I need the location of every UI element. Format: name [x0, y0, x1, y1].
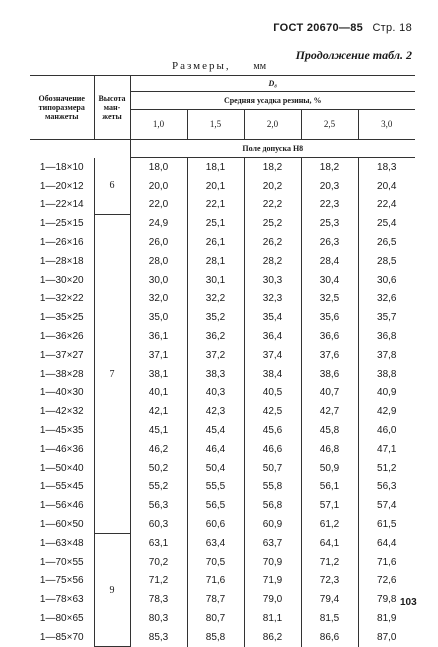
dd-value: 32,6: [377, 293, 397, 305]
table-row: [30, 252, 415, 271]
dd-value: 38,4: [244, 365, 301, 384]
col-shrink-header: Средняя усадка резины, %: [130, 92, 415, 110]
dd-value: 50,9: [301, 459, 358, 478]
dd-value: 26,5: [377, 237, 397, 249]
dd-value: 37,4: [244, 346, 301, 365]
dd-value: 28,2: [244, 252, 301, 271]
table-row: [30, 496, 415, 515]
table-row: [30, 478, 415, 497]
dd-value: 50,2: [130, 459, 187, 478]
dd-value: 35,4: [244, 308, 301, 327]
dd-value: 32,0: [130, 290, 187, 309]
dd-value: 28,4: [301, 252, 358, 271]
table-row: [30, 402, 415, 421]
dd-value: 38,1: [130, 365, 187, 384]
dd-value: 42,1: [130, 402, 187, 421]
dd-value: 79,0: [244, 590, 301, 609]
cuff-height: 9: [94, 534, 130, 647]
dd-value: 56,5: [187, 496, 244, 515]
dd-value: 57,4: [377, 500, 397, 512]
cuff-designation: 1—63×48: [30, 534, 94, 553]
dd-value: 70,2: [130, 553, 187, 572]
page-label: Стр. 18: [372, 22, 412, 34]
dd-value: 26,3: [301, 233, 358, 252]
table-caption: [0, 60, 438, 72]
dd-value: 42,7: [301, 402, 358, 421]
dd-value: 38,3: [187, 365, 244, 384]
dd-value: 60,3: [130, 515, 187, 534]
dd-value: 46,2: [130, 440, 187, 459]
dd-value: 46,4: [187, 440, 244, 459]
document-header: [273, 22, 412, 34]
dd-value: 36,8: [377, 331, 397, 343]
table-row: [30, 177, 415, 196]
cuff-designation: 1—30×20: [30, 271, 94, 290]
cuff-designation: 1—80×65: [30, 609, 94, 628]
dd-value: 42,9: [377, 406, 397, 418]
dimensions-table: [30, 75, 415, 647]
dd-value: 20,0: [130, 177, 187, 196]
col-designation-header: Обозначение типоразмера манжеты: [30, 76, 94, 140]
dd-value: 37,1: [130, 346, 187, 365]
col-dd-header: D₈: [130, 76, 415, 92]
dd-value: 81,1: [244, 609, 301, 628]
dd-value: 35,7: [377, 312, 397, 324]
dd-value: 40,3: [187, 384, 244, 403]
cuff-height: 6: [94, 158, 130, 215]
table-row: [30, 572, 415, 591]
dd-value: 32,3: [244, 290, 301, 309]
dd-value: 42,3: [187, 402, 244, 421]
dd-value: 56,3: [130, 496, 187, 515]
table-row: [30, 590, 415, 609]
dd-value: 79,8: [377, 594, 397, 606]
cuff-height: 7: [94, 214, 130, 534]
cuff-designation: 1—38×28: [30, 365, 94, 384]
dd-value: 51,2: [377, 462, 397, 474]
dd-value: 71,6: [377, 556, 397, 568]
dd-value: 45,6: [244, 421, 301, 440]
dd-value: 50,4: [187, 459, 244, 478]
table-row: [30, 308, 415, 327]
dd-value: 20,2: [244, 177, 301, 196]
table-row: [30, 628, 415, 647]
cuff-designation: 1—45×35: [30, 421, 94, 440]
dd-value: 64,1: [301, 534, 358, 553]
shrink-value-header: 3,0: [358, 110, 415, 140]
dd-value: 20,3: [301, 177, 358, 196]
dd-value: 18,2: [301, 158, 358, 177]
continuation-label: Продолжение табл. 2: [295, 48, 412, 62]
cuff-designation: 1—18×10: [30, 158, 94, 177]
dd-value: 78,3: [130, 590, 187, 609]
dd-value: 30,3: [244, 271, 301, 290]
dd-value: 87,0: [377, 631, 397, 643]
dd-value: 42,5: [244, 402, 301, 421]
dd-value: 46,8: [301, 440, 358, 459]
dd-value: 25,3: [301, 214, 358, 233]
dd-value: 63,4: [187, 534, 244, 553]
dd-value: 61,5: [377, 519, 397, 531]
dd-value: 47,1: [377, 443, 397, 455]
dd-value: 36,6: [301, 327, 358, 346]
dd-value: 40,7: [301, 384, 358, 403]
dd-value: 24,9: [130, 214, 187, 233]
dd-value: 63,7: [244, 534, 301, 553]
dd-value: 55,5: [187, 478, 244, 497]
dd-value: 32,5: [301, 290, 358, 309]
cuff-designation: 1—50×40: [30, 459, 94, 478]
dd-value: 72,6: [377, 575, 397, 587]
caption-title: Размеры,: [171, 60, 231, 72]
cuff-designation: 1—75×56: [30, 572, 94, 591]
dd-value: 28,5: [377, 255, 397, 267]
empty-header-cell: [30, 140, 130, 158]
dd-value: 36,1: [130, 327, 187, 346]
dd-value: 72,3: [301, 572, 358, 591]
cuff-designation: 1—25×15: [30, 214, 94, 233]
dd-value: 38,8: [377, 368, 397, 380]
dd-value: 50,7: [244, 459, 301, 478]
dd-value: 57,1: [301, 496, 358, 515]
dd-value: 55,2: [130, 478, 187, 497]
dd-value: 22,2: [244, 196, 301, 215]
tolerance-field-header: Поле допуска Н8: [130, 140, 415, 158]
dd-value: 46,0: [377, 425, 397, 437]
cuff-designation: 1—46×36: [30, 440, 94, 459]
dd-value: 78,7: [187, 590, 244, 609]
cuff-designation: 1—56×46: [30, 496, 94, 515]
table-row: [30, 515, 415, 534]
dd-value: 64,4: [377, 537, 397, 549]
dd-value: 71,9: [244, 572, 301, 591]
dd-value: 40,9: [377, 387, 397, 399]
cuff-designation: 1—85×70: [30, 628, 94, 647]
cuff-designation: 1—37×27: [30, 346, 94, 365]
table-row: [30, 459, 415, 478]
dd-value: 40,5: [244, 384, 301, 403]
dd-value: 30,6: [377, 274, 397, 286]
dd-value: 37,6: [301, 346, 358, 365]
dd-value: 30,0: [130, 271, 187, 290]
dd-value: 60,6: [187, 515, 244, 534]
dd-value: 35,6: [301, 308, 358, 327]
dd-value: 86,6: [301, 628, 358, 647]
dd-value: 36,2: [187, 327, 244, 346]
dd-value: 22,3: [301, 196, 358, 215]
dd-value: 40,1: [130, 384, 187, 403]
cuff-designation: 1—22×14: [30, 196, 94, 215]
table-row: [30, 421, 415, 440]
dd-value: 45,8: [301, 421, 358, 440]
table-row: [30, 609, 415, 628]
table-row: [30, 158, 415, 177]
table-row: [30, 553, 415, 572]
shrink-value-header: 1,0: [130, 110, 187, 140]
cuff-designation: 1—36×26: [30, 327, 94, 346]
dd-value: 56,3: [377, 481, 397, 493]
cuff-designation: 1—42×32: [30, 402, 94, 421]
cuff-designation: 1—60×50: [30, 515, 94, 534]
dd-value: 25,4: [377, 218, 397, 230]
dd-value: 18,0: [130, 158, 187, 177]
dd-value: 18,3: [377, 161, 397, 173]
dd-value: 71,2: [301, 553, 358, 572]
dd-value: 18,2: [244, 158, 301, 177]
table-row: [30, 534, 415, 553]
table-row: [30, 384, 415, 403]
caption-unit: мм: [253, 61, 267, 72]
table-row: [30, 346, 415, 365]
dd-value: 56,8: [244, 496, 301, 515]
cuff-designation: 1—20×12: [30, 177, 94, 196]
dd-value: 35,0: [130, 308, 187, 327]
dd-value: 60,9: [244, 515, 301, 534]
dd-value: 26,2: [244, 233, 301, 252]
dd-value: 38,6: [301, 365, 358, 384]
cuff-designation: 1—40×30: [30, 384, 94, 403]
cuff-designation: 1—26×16: [30, 233, 94, 252]
dd-value: 36,4: [244, 327, 301, 346]
table-row: [30, 290, 415, 309]
dd-value: 26,0: [130, 233, 187, 252]
dd-value: 55,8: [244, 478, 301, 497]
dd-value: 85,3: [130, 628, 187, 647]
dd-value: 30,4: [301, 271, 358, 290]
dd-value: 30,1: [187, 271, 244, 290]
cuff-designation: 1—55×45: [30, 478, 94, 497]
shrink-value-header: 2,0: [244, 110, 301, 140]
dd-value: 46,6: [244, 440, 301, 459]
dd-value: 45,4: [187, 421, 244, 440]
cuff-designation: 1—78×63: [30, 590, 94, 609]
dd-value: 35,2: [187, 308, 244, 327]
dd-value: 22,1: [187, 196, 244, 215]
dd-value: 20,1: [187, 177, 244, 196]
dd-value: 22,0: [130, 196, 187, 215]
cuff-designation: 1—70×55: [30, 553, 94, 572]
table-row: [30, 233, 415, 252]
dd-value: 32,2: [187, 290, 244, 309]
dd-value: 18,1: [187, 158, 244, 177]
table-row: [30, 327, 415, 346]
table-row: [30, 365, 415, 384]
standard-number: ГОСТ 20670—85: [273, 22, 364, 34]
dd-value: 81,5: [301, 609, 358, 628]
dd-value: 28,0: [130, 252, 187, 271]
cuff-designation: 1—35×25: [30, 308, 94, 327]
dd-value: 26,1: [187, 233, 244, 252]
cuff-designation: 1—32×22: [30, 290, 94, 309]
dd-value: 63,1: [130, 534, 187, 553]
dd-value: 61,2: [301, 515, 358, 534]
shrink-value-header: 2,5: [301, 110, 358, 140]
dd-value: 81,9: [377, 613, 397, 625]
dd-value: 70,9: [244, 553, 301, 572]
dd-value: 56,1: [301, 478, 358, 497]
dd-value: 22,4: [377, 199, 397, 211]
table-row: [30, 214, 415, 233]
dd-value: 37,2: [187, 346, 244, 365]
dd-value: 80,3: [130, 609, 187, 628]
dd-value: 86,2: [244, 628, 301, 647]
dd-value: 37,8: [377, 349, 397, 361]
dd-value: 71,2: [130, 572, 187, 591]
shrink-value-header: 1,5: [187, 110, 244, 140]
table-row: [30, 271, 415, 290]
table-row: [30, 196, 415, 215]
dd-value: 20,4: [377, 180, 397, 192]
cuff-designation: 1—28×18: [30, 252, 94, 271]
page-number: 103: [400, 597, 417, 608]
dd-value: 25,2: [244, 214, 301, 233]
dd-value: 45,1: [130, 421, 187, 440]
table-row: [30, 440, 415, 459]
dd-value: 80,7: [187, 609, 244, 628]
dd-value: 71,6: [187, 572, 244, 591]
dd-value: 70,5: [187, 553, 244, 572]
dd-value: 85,8: [187, 628, 244, 647]
dd-value: 79,4: [301, 590, 358, 609]
col-height-header: Высота ман- жеты: [94, 76, 130, 140]
dd-value: 25,1: [187, 214, 244, 233]
dd-value: 28,1: [187, 252, 244, 271]
